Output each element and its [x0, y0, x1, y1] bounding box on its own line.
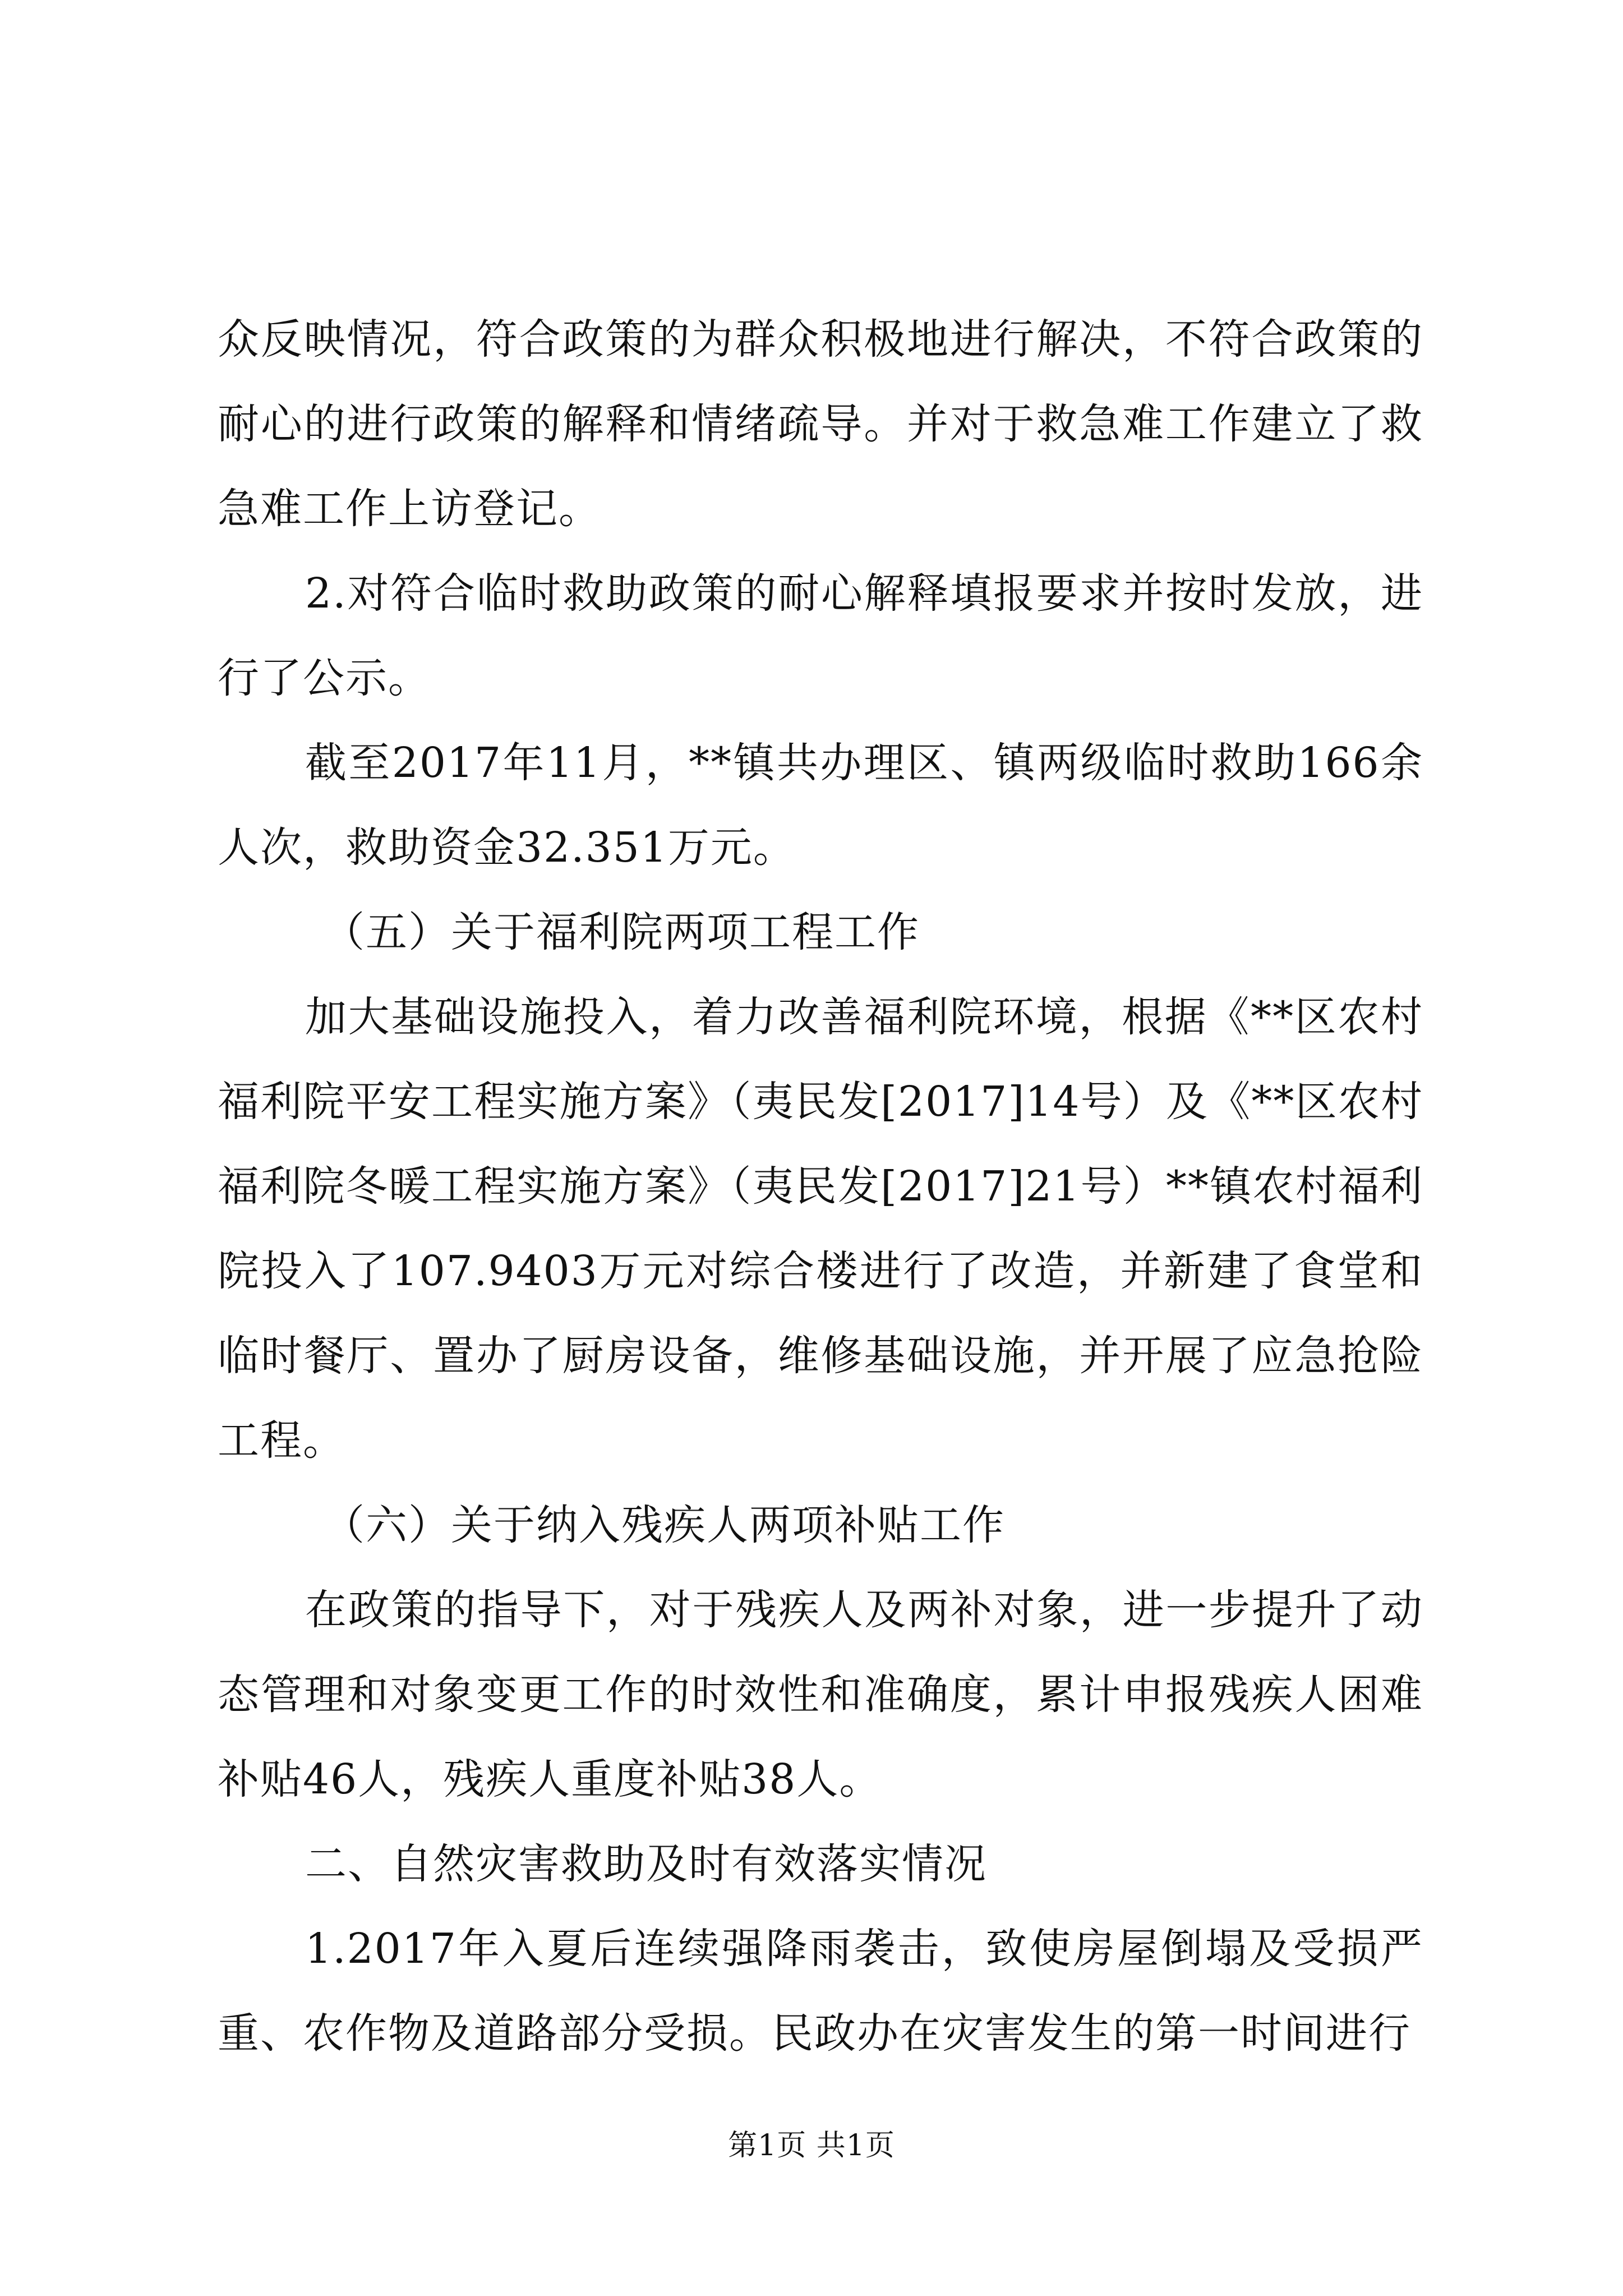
document-body [218, 297, 1423, 2076]
section-heading-disaster-relief: 二、自然灾害救助及时有效落实情况 [305, 1840, 987, 1888]
section-heading-disability-subsidy: （六）关于纳入残疾人两项补贴工作 [323, 1501, 1005, 1549]
paragraph-temporary-aid-summary: 截至2017年11月，**镇共办理区、镇两级临时救助166余人次，救助资金32.351万元。 [218, 739, 1423, 872]
paragraph-continuation: 众反映情况，符合政策的为群众积极地进行解决，不符合政策的耐心的进行政策的解释和情绪疏导。并对于救急难工作建立了救急难工作上访登记。 [218, 315, 1423, 533]
paragraph-temporary-aid-item-2: 2.对符合临时救助政策的耐心解释填报要求并按时发放，进行了公示。 [218, 569, 1423, 702]
page-number-label: 第1页 共1页 [728, 2129, 895, 2162]
page-footer [0, 2126, 1623, 2165]
paragraph-welfare-home: 加大基础设施投入，着力改善福利院环境，根据《**区农村福利院平安工程实施方案》（夷民发[2017]14号）及《**区农村福利院冬暖工程实施方案》（夷民发[2017]21号）**镇农村福利院投入了107.9403万元对综合楼进行了改造，并新建了食堂和临时餐厅、置办了厨房设备，维修基础设施，并开展了应急抢险工程。 [218, 993, 1423, 1465]
paragraph-disaster-relief-item-1: 1.2017年入夏后连续强降雨袭击，致使房屋倒塌及受损严重、农作物及道路部分受损。民政办在灾害发生的第一时间进行 [218, 1925, 1423, 2058]
paragraph-disability-subsidy: 在政策的指导下，对于残疾人及两补对象，进一步提升了动态管理和对象变更工作的时效性和准确度，累计申报残疾人困难补贴46人，残疾人重度补贴38人。 [218, 1586, 1423, 1803]
section-heading-welfare-home: （五）关于福利院两项工程工作 [323, 908, 920, 956]
